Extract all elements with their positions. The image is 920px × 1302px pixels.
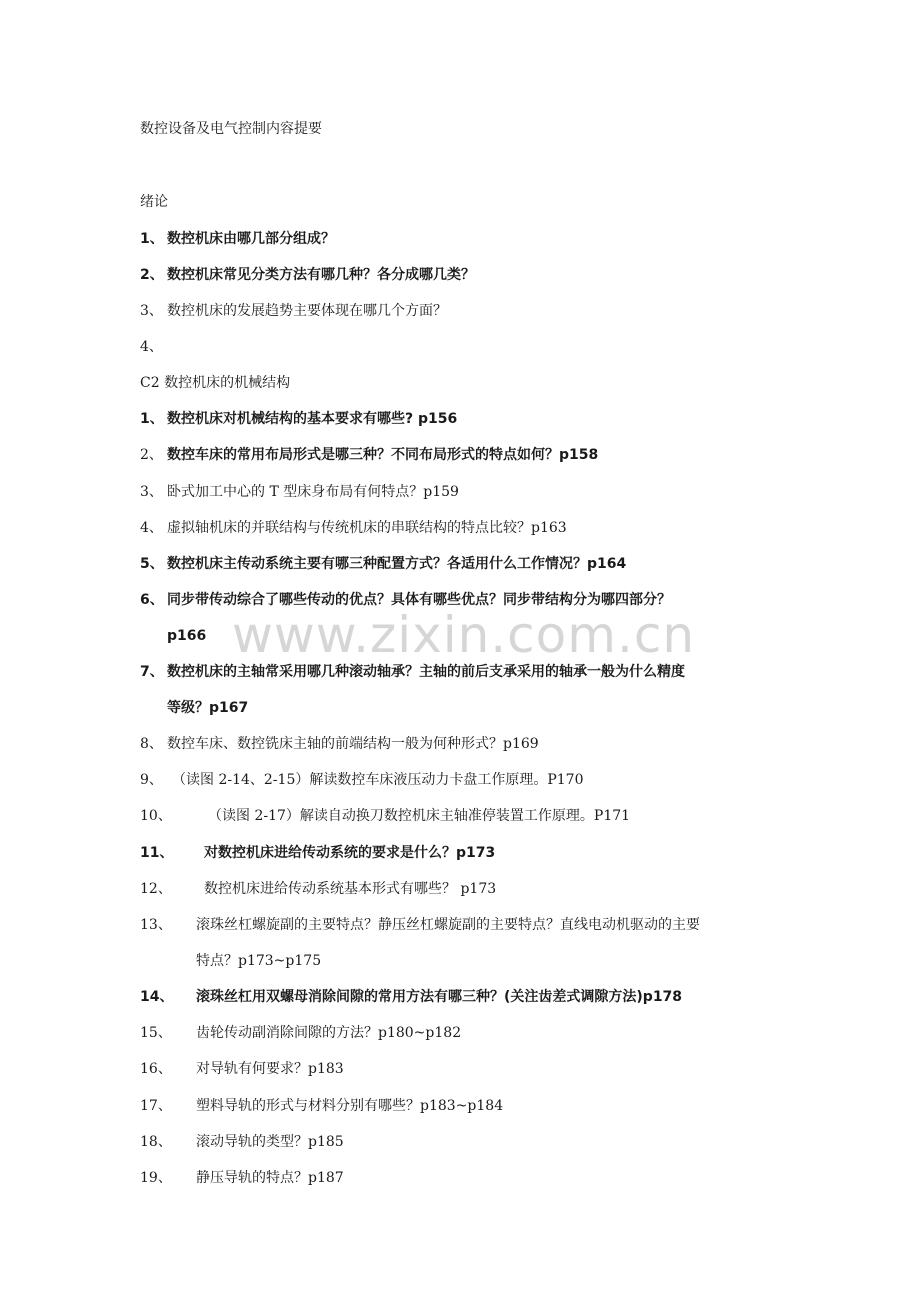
item-number: 1、 xyxy=(140,231,164,247)
item-number: 7、 xyxy=(140,664,164,680)
item-text: 数控机床常见分类方法有哪几种？各分成哪几类？ xyxy=(167,267,475,283)
item-text: 数控机床对机械结构的基本要求有哪些? p156 xyxy=(167,411,458,427)
item-number: 14、 xyxy=(140,989,174,1005)
item-number: 10、 xyxy=(140,808,172,824)
item-text: 数控机床的发展趋势主要体现在哪几个方面？ xyxy=(167,303,447,319)
item-number: 2、 xyxy=(140,447,163,463)
item-text: （读图 2-17）解读自动换刀数控机床主轴准停装置工作原理。P171 xyxy=(208,808,631,824)
item-number: 8、 xyxy=(140,736,163,752)
item-text: 塑料导轨的形式与材料分别有哪些？p183~p184 xyxy=(196,1098,504,1114)
item-text: 同步带传动综合了哪些传动的优点？具体有哪些优点？同步带结构分为哪四部分？ xyxy=(167,592,671,608)
item-number: 13、 xyxy=(140,917,172,933)
item-number: 15、 xyxy=(140,1025,172,1041)
item-text: 齿轮传动副消除间隙的方法？p180~p182 xyxy=(196,1025,462,1041)
watermark: www.zixin.com.cn xyxy=(232,606,696,664)
item-text: 对数控机床进给传动系统的要求是什么？p173 xyxy=(204,845,496,861)
item-text: 虚拟轴机床的并联结构与传统机床的串联结构的特点比较？p163 xyxy=(167,520,567,536)
item-text: 数控机床主传动系统主要有哪三种配置方式？各适用什么工作情况？p164 xyxy=(167,556,627,572)
item-text-continued: 特点？p173~p175 xyxy=(196,953,322,969)
item-number: 4、 xyxy=(140,339,163,355)
section-heading-c2: C2 数控机床的机械结构 xyxy=(140,375,291,391)
item-text: 滚珠丝杠螺旋副的主要特点？静压丝杠螺旋副的主要特点？直线电动机驱动的主要 xyxy=(196,917,700,933)
item-number: 4、 xyxy=(140,520,163,536)
item-number: 9、 xyxy=(140,772,163,788)
item-number: 11、 xyxy=(140,845,174,861)
item-number: 6、 xyxy=(140,592,164,608)
item-number: 2、 xyxy=(140,267,164,283)
item-number: 3、 xyxy=(140,484,163,500)
item-text: 卧式加工中心的 T 型床身布局有何特点？p159 xyxy=(167,484,459,500)
item-text-continued: 等级？p167 xyxy=(167,700,249,716)
item-text: 滚珠丝杠用双螺母消除间隙的常用方法有哪三种？(关注齿差式调隙方法)p178 xyxy=(196,989,683,1005)
item-text: 数控车床的常用布局形式是哪三种？不同布局形式的特点如何？p158 xyxy=(167,447,599,463)
item-number: 1、 xyxy=(140,411,164,427)
item-number: 12、 xyxy=(140,881,172,897)
item-number: 19、 xyxy=(140,1170,172,1186)
item-text: 数控机床的主轴常采用哪几种滚动轴承？主轴的前后支承采用的轴承一般为什么精度 xyxy=(167,664,685,680)
item-number: 16、 xyxy=(140,1061,172,1077)
item-text: 数控车床、数控铣床主轴的前端结构一般为何种形式？p169 xyxy=(167,736,539,752)
item-text: 静压导轨的特点？p187 xyxy=(196,1170,344,1186)
item-number: 18、 xyxy=(140,1134,172,1150)
item-text: 滚动导轨的类型？p185 xyxy=(196,1134,344,1150)
item-text: （读图 2-14、2-15）解读数控车床液压动力卡盘工作原理。P170 xyxy=(172,772,584,788)
item-text: 数控机床进给传动系统基本形式有哪些？ p173 xyxy=(204,881,497,897)
document-title: 数控设备及电气控制内容提要 xyxy=(140,121,322,137)
item-number: 17、 xyxy=(140,1098,172,1114)
item-text: 对导轨有何要求？p183 xyxy=(196,1061,344,1077)
item-number: 3、 xyxy=(140,303,163,319)
item-text-continued: p166 xyxy=(167,628,207,644)
section-heading-intro: 绪论 xyxy=(140,194,168,210)
item-number: 5、 xyxy=(140,556,164,572)
item-text: 数控机床由哪几部分组成？ xyxy=(167,231,335,247)
